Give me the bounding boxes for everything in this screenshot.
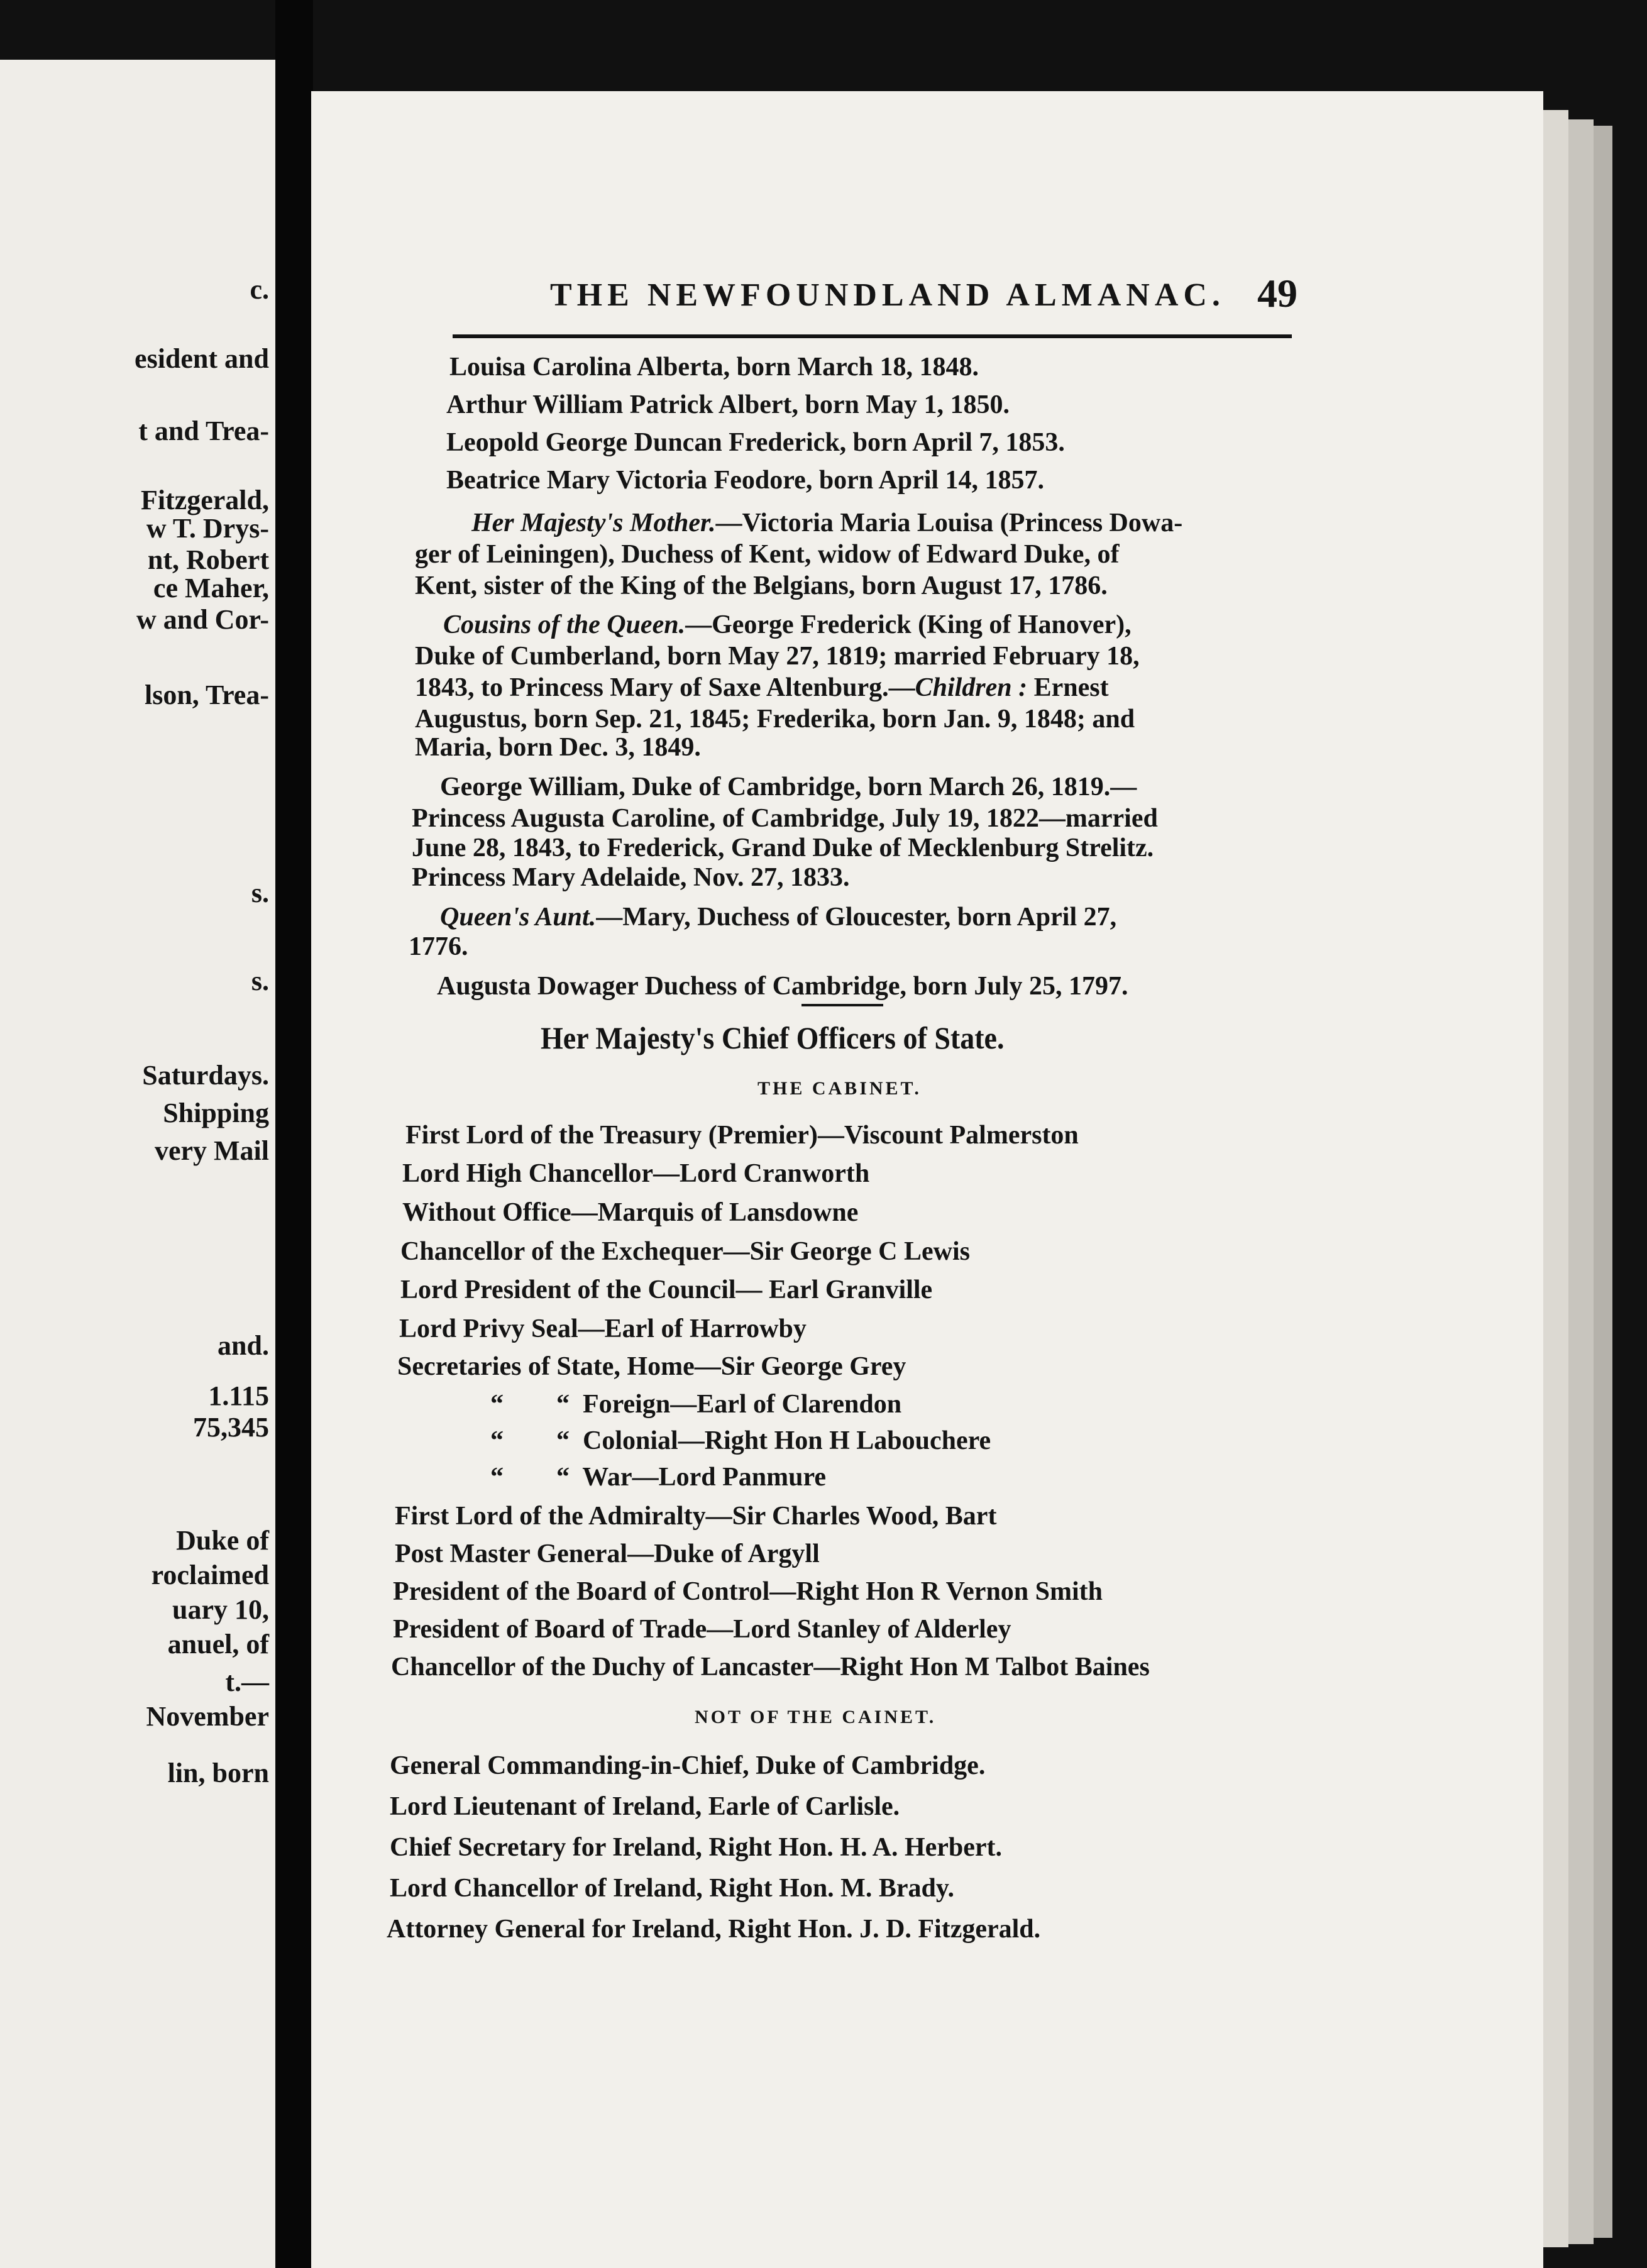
facing-page-text: w and Cor- <box>136 604 269 635</box>
not-cabinet-heading: NOT OF THE CAINET. <box>695 1707 937 1727</box>
facing-page-text: t and Trea- <box>138 416 269 446</box>
royal-child-entry: Louisa Carolina Alberta, born March 18, 1848. <box>449 353 979 382</box>
non-cabinet-entry: Lord Chancellor of Ireland, Right Hon. M. Brady. <box>390 1874 955 1903</box>
facing-page-text: c. <box>250 274 269 305</box>
cabinet-entry: President of Board of Trade—Lord Stanley of Alderley <box>393 1615 1011 1644</box>
running-head: THE NEWFOUNDLAND ALMANAC. <box>550 277 1225 313</box>
cambridge-paragraph-line: Princess Augusta Caroline, of Cambridge, July 19, 1822—married <box>412 804 1158 833</box>
aunt-paragraph-line: 1776. <box>409 932 468 961</box>
facing-page-text: 75,345 <box>193 1412 269 1443</box>
facing-page-text: roclaimed <box>151 1560 269 1590</box>
facing-page-text: Shipping <box>163 1098 269 1128</box>
cabinet-entry: “ “ War—Lord Panmure <box>490 1463 826 1492</box>
royal-child-entry: Beatrice Mary Victoria Feodore, born April 14, 1857. <box>446 466 1045 495</box>
cousins-paragraph-line: Duke of Cumberland, born May 27, 1819; married February 18, <box>415 642 1140 671</box>
cambridge-paragraph-line: June 28, 1843, to Frederick, Grand Duke of Mecklenburg Strelitz. <box>412 834 1154 862</box>
cabinet-entry: First Lord of the Treasury (Premier)—Viscount Palmerston <box>405 1121 1079 1150</box>
cambridge-paragraph-line: Princess Mary Adelaide, Nov. 27, 1833. <box>412 863 850 892</box>
cabinet-entry: “ “ Foreign—Earl of Clarendon <box>490 1390 902 1419</box>
facing-page-text: t.— <box>225 1666 269 1697</box>
cabinet-entry: Chancellor of the Duchy of Lancaster—Right Hon M Talbot Baines <box>391 1653 1150 1682</box>
non-cabinet-entry: General Commanding-in-Chief, Duke of Cambridge. <box>390 1751 986 1780</box>
cousins-text: Ernest <box>1027 673 1109 702</box>
facing-page-text: lin, born <box>167 1758 269 1788</box>
facing-page-text: esident and <box>135 343 269 374</box>
facing-page-text: s. <box>251 878 269 908</box>
facing-page-text: s. <box>251 966 269 996</box>
header-rule <box>453 334 1292 338</box>
officers-section-title: Her Majesty's Chief Officers of State. <box>541 1020 1005 1055</box>
mother-label: Her Majesty's Mother. <box>471 509 716 537</box>
children-label: Children : <box>915 673 1028 702</box>
royal-child-entry: Arthur William Patrick Albert, born May 1, 1850. <box>446 390 1010 419</box>
cabinet-entry: Post Master General—Duke of Argyll <box>395 1539 820 1568</box>
non-cabinet-entry: Chief Secretary for Ireland, Right Hon. H. A. Herbert. <box>390 1833 1003 1862</box>
facing-page-text: ce Maher, <box>153 573 269 603</box>
cabinet-entry: President of the Board of Control—Right Hon R Vernon Smith <box>393 1577 1103 1606</box>
mother-paragraph-line: Kent, sister of the King of the Belgians, born August 17, 1786. <box>415 571 1108 600</box>
cousins-paragraph-line: Augustus, born Sep. 21, 1845; Frederika, born Jan. 9, 1848; and <box>415 705 1135 734</box>
facing-page-text: nt, Robert <box>147 544 269 575</box>
cousins-paragraph-line <box>443 610 1132 640</box>
cousins-paragraph-line: Maria, born Dec. 3, 1849. <box>415 733 701 762</box>
cabinet-entry: Lord President of the Council— Earl Granville <box>400 1275 933 1304</box>
cousins-paragraph-line <box>415 673 1109 703</box>
facing-page-text: w T. Drys- <box>146 513 269 544</box>
mother-text: —Victoria Maria Louisa (Princess Dowa- <box>715 509 1183 537</box>
mother-paragraph-line: ger of Leiningen), Duchess of Kent, widow of Edward Duke, of <box>415 540 1120 569</box>
cabinet-entry: Secretaries of State, Home—Sir George Grey <box>397 1352 906 1381</box>
cambridge-paragraph-line: George William, Duke of Cambridge, born March 26, 1819.— <box>440 773 1137 801</box>
facing-page-text: and. <box>218 1330 269 1361</box>
facing-page-text: very Mail <box>154 1135 269 1166</box>
cabinet-entry: First Lord of the Admiralty—Sir Charles Wood, Bart <box>395 1502 997 1531</box>
page-number: 49 <box>1257 271 1297 316</box>
facing-page-text: Fitzgerald, <box>140 485 269 515</box>
facing-page-text: uary 10, <box>172 1594 269 1625</box>
facing-page-text: Duke of <box>176 1525 269 1556</box>
facing-page-text: lson, Trea- <box>144 680 269 710</box>
facing-page-text: anuel, of <box>167 1629 269 1660</box>
cabinet-heading: THE CABINET. <box>757 1078 922 1099</box>
facing-page-text: November <box>146 1701 269 1732</box>
cabinet-entry: Lord Privy Seal—Earl of Harrowby <box>399 1314 807 1343</box>
cousins-text: 1843, to Princess Mary of Saxe Altenburg.— <box>415 673 915 702</box>
dowager-entry: Augusta Dowager Duchess of Cambridge, born July 25, 1797. <box>437 972 1128 1001</box>
cabinet-entry: Without Office—Marquis of Lansdowne <box>402 1198 859 1227</box>
cabinet-entry: Chancellor of the Exchequer—Sir George C Lewis <box>400 1237 971 1266</box>
royal-child-entry: Leopold George Duncan Frederick, born April 7, 1853. <box>446 428 1065 457</box>
cousins-text: —George Frederick (King of Hanover), <box>685 610 1132 639</box>
section-divider <box>801 1004 883 1006</box>
cabinet-entry: “ “ Colonial—Right Hon H Labouchere <box>490 1426 991 1455</box>
aunt-text: —Mary, Duchess of Gloucester, born April 27, <box>596 903 1117 932</box>
aunt-paragraph-line <box>440 902 1116 932</box>
cousins-label: Cousins of the Queen. <box>443 610 686 639</box>
aunt-label: Queen's Aunt. <box>440 903 597 932</box>
non-cabinet-entry: Lord Lieutenant of Ireland, Earle of Carlisle. <box>390 1792 900 1821</box>
mother-paragraph-line <box>471 508 1182 538</box>
cabinet-entry: Lord High Chancellor—Lord Cranworth <box>402 1159 870 1188</box>
facing-page-text: 1.115 <box>208 1380 269 1411</box>
non-cabinet-entry: Attorney General for Ireland, Right Hon. J. D. Fitzgerald. <box>387 1915 1041 1944</box>
facing-page-text: Saturdays. <box>142 1060 269 1091</box>
